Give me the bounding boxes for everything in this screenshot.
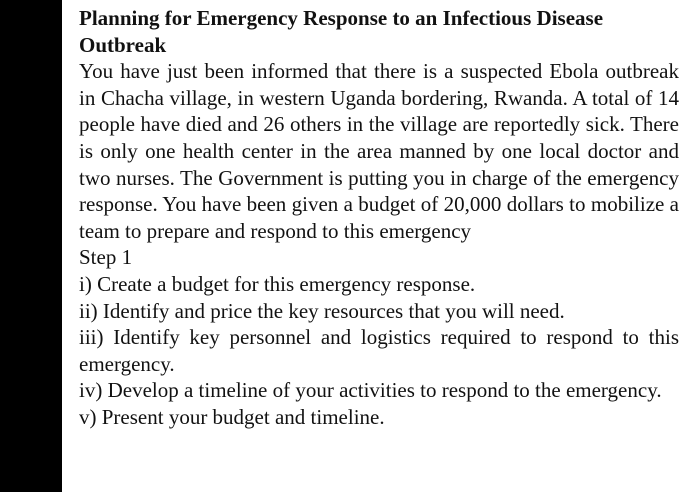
document-content xyxy=(79,5,679,431)
step-list xyxy=(79,271,679,431)
step-item: i) Create a budget for this emergency response. xyxy=(79,271,476,296)
step-item: ii) Identify and price the key resources that you will need. xyxy=(79,298,565,323)
document-page xyxy=(62,0,700,492)
step-label: Step 1 xyxy=(79,245,133,270)
step-item: v) Present your budget and timeline. xyxy=(79,404,385,429)
document-title: Planning for Emergency Response to an Infectious Disease Outbreak xyxy=(79,6,604,57)
step-item: iii) Identify key personnel and logistics required to respond to this emergency. xyxy=(79,325,679,376)
scenario-paragraph: You have just been informed that there is a suspected Ebola outbreak in Chacha village, in western Uganda bordering, Rwanda. A total of 14 people have died and 26 others in the village are reportedly sick. There is only one health center in the area manned by one local doctor and two nurses. The Government is putting you in charge of the emergency response. You have been given a budget of 20,000 dollars to mobilize a team to prepare and respond to this emergency xyxy=(79,59,679,243)
step-item: iv) Develop a timeline of your activities to respond to the emergency. xyxy=(79,378,662,403)
